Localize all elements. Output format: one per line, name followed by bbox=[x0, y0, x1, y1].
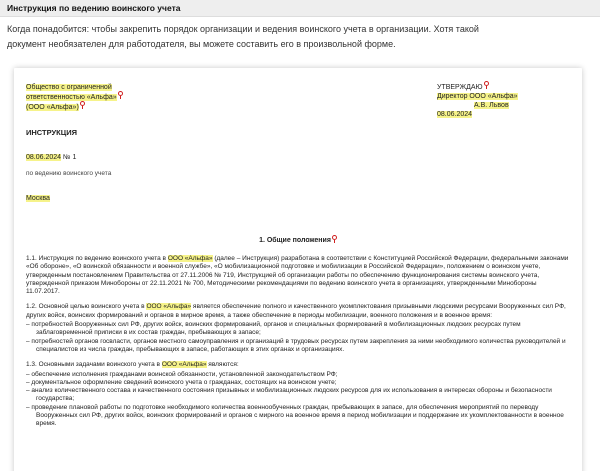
approve-date: 08.06.2024 bbox=[437, 111, 473, 118]
org-highlight: ООО «Альфа» bbox=[161, 361, 207, 369]
intro-text: Когда понадобится: чтобы закрепить порядок организации и ведения воинского учета в организации. Хотя такой документ необязателен для работодателя, вы можете составить его в произвольной форме. bbox=[7, 24, 479, 49]
list-item: – потребностей органов госвласти, органов местного самоуправления и организаций в трудовых ресурсах путем закрепления за ними необходимого количества руководителей и специалистов из числа граждан, пребывающих в запасе, работающих в этих органах и организациях. bbox=[26, 338, 571, 355]
org-line-3: (ООО «Альфа») bbox=[26, 104, 79, 111]
paragraph-1-2: 1.2. Основной целью воинского учета в ООО «Альфа» является обеспечение полного и качественного укомплектования призывными людскими ресурсами Вооруженных сил РФ, других войск, воинских формирований и органов в мирное время, а также обеспечение в периоды мобилизации, военного положения и в военное время: bbox=[26, 303, 566, 319]
org-highlight: ООО «Альфа» bbox=[146, 303, 192, 311]
approval-block bbox=[437, 83, 518, 119]
organization-block bbox=[26, 83, 123, 113]
list-1-3 bbox=[26, 371, 571, 429]
document-city-line bbox=[26, 195, 50, 202]
paragraph-1-1: 1.1. Инструкция по ведению воинского учета в ООО «Альфа» (далее – Инструкция) разработана в соответствии с Конституцией Российской Федерации, федеральными законами «Об обороне», «О воинской обязанности и военной службе», «О мобилизационной подготовке и мобилизации в Российской Федерации», положением о воинском учете, утвержденным постановлением Правительства от 27.11.2006 № 719, Инструкцией об организации работы по обеспечению функционирования системы воинского учета, утвержденной приказом Минобороны от 22.11.2021 № 700, Методическими рекомендациями по ведению воинского учета в организациях, утвержденными Минобороны 11.07.2017. bbox=[26, 255, 569, 296]
org-line-1: Общество с ограниченной bbox=[26, 84, 112, 91]
approve-label: УТВЕРЖДАЮ bbox=[437, 84, 483, 91]
pin-icon[interactable] bbox=[484, 81, 489, 86]
list-item: – анализ количественного состава и качественного состояния призывных и мобилизационных людских ресурсов для их использования в интересах обороны и безопасности государства; bbox=[26, 387, 571, 404]
document-number: № 1 bbox=[63, 154, 77, 161]
approver-position: Директор ООО «Альфа» bbox=[437, 93, 518, 100]
page-title: Инструкция по ведению воинского учета bbox=[7, 3, 181, 13]
document-sheet bbox=[14, 68, 582, 471]
org-highlight: ООО «Альфа» bbox=[167, 255, 213, 262]
document-city: Москва bbox=[26, 195, 50, 202]
document-date-line bbox=[26, 154, 76, 161]
list-item: – обеспечение исполнения гражданами воинской обязанности, установленной законодательством РФ; bbox=[26, 371, 571, 379]
document-type: ИНСТРУКЦИЯ bbox=[26, 128, 78, 137]
pin-icon[interactable] bbox=[332, 235, 337, 240]
list-item: – потребностей Вооруженных сил РФ, других войск, воинских формирований, органов и специальных формирований в мобилизационных людских ресурсах путем заблаговременной приписки в их состав граждан, пребывающих в запасе; bbox=[26, 321, 571, 338]
document-body bbox=[26, 255, 571, 436]
pin-icon[interactable] bbox=[80, 101, 85, 106]
document-date: 08.06.2024 bbox=[26, 154, 62, 161]
approver-name: А.В. Львов bbox=[474, 102, 509, 109]
paragraph-1-3: 1.3. Основными задачами воинского учета в ООО «Альфа» являются: bbox=[26, 361, 239, 369]
list-item: – документальное оформление сведений воинского учета о гражданах, состоящих на воинском учете; bbox=[26, 379, 571, 387]
section-title bbox=[14, 237, 582, 244]
section-title-text: 1. Общие положения bbox=[259, 237, 331, 244]
list-1-2 bbox=[26, 321, 571, 354]
header-band bbox=[0, 0, 600, 17]
document-subject: по ведению воинского учета bbox=[26, 170, 112, 177]
org-line-2: ответственностью «Альфа» bbox=[26, 94, 117, 101]
list-item: – проведение плановой работы по подготовке необходимого количества военнообученных граждан, пребывающих в запасе, для обеспечения мероприятий по переводу Вооруженных сил РФ, других войск, воинских формирований и органов с мирного на военное время в период мобилизации и поддержание их укомплектованности в военное время. bbox=[26, 404, 571, 429]
pin-icon[interactable] bbox=[118, 91, 123, 96]
